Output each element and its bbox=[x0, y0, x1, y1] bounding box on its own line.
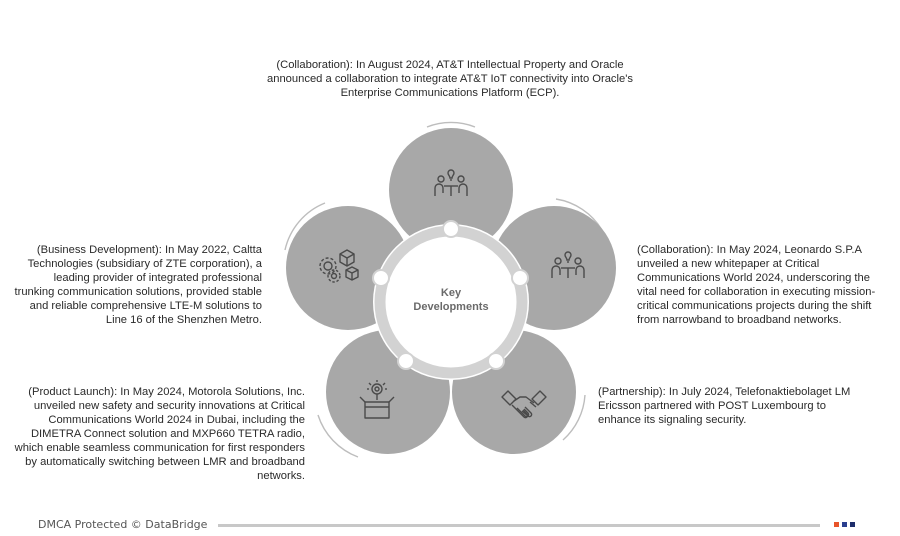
development-text-left-lower: (Product Launch): In May 2024, Motorola Solutions, Inc. unveiled new safety and security innovations at Critical Communications World 2024 in Dubai, including the DIMETRA Connect solution and MXP660 TETRA radio, which enable seamless communication for first responders by automatically switching between LMR and broadband networks. bbox=[14, 386, 305, 482]
accent-dot-orange bbox=[834, 522, 839, 527]
center-label-line2: Developments bbox=[413, 301, 489, 313]
accent-dot-blue bbox=[842, 522, 847, 527]
center-label-line1: Key bbox=[440, 287, 462, 299]
development-text-right-lower: (Partnership): In July 2024, Telefonaktiebolaget LM Ericsson partnered with POST Luxembourg to enhance its signaling security. bbox=[598, 386, 851, 426]
development-text-top: (Collaboration): In August 2024, AT&T Intellectual Property and Oracle announced a collaboration to integrate AT&T IoT connectivity into Oracle's Enterprise Communications Platform (ECP). bbox=[267, 59, 633, 99]
footer-accent-dots bbox=[834, 522, 855, 527]
footer-divider bbox=[218, 524, 820, 527]
accent-dot-navy bbox=[850, 522, 855, 527]
development-text-left-upper: (Business Development): In May 2022, Caltta Technologies (subsidiary of ZTE corporation), a leading provider of integrated professional trunking communication solutions, provided stable and reliable comprehensive LTE-M solutions to Line 16 of the Shenzhen Metro. bbox=[14, 244, 262, 326]
footer-copyright: DMCA Protected © DataBridge bbox=[38, 518, 208, 531]
development-text-right-upper: (Collaboration): In May 2024, Leonardo S.P.A unveiled a new whitepaper at Critical Communications World 2024, underscoring the vital need for collaboration in executing mission-critical communications projects during the shift from narrowband to broadband networks. bbox=[637, 244, 876, 326]
